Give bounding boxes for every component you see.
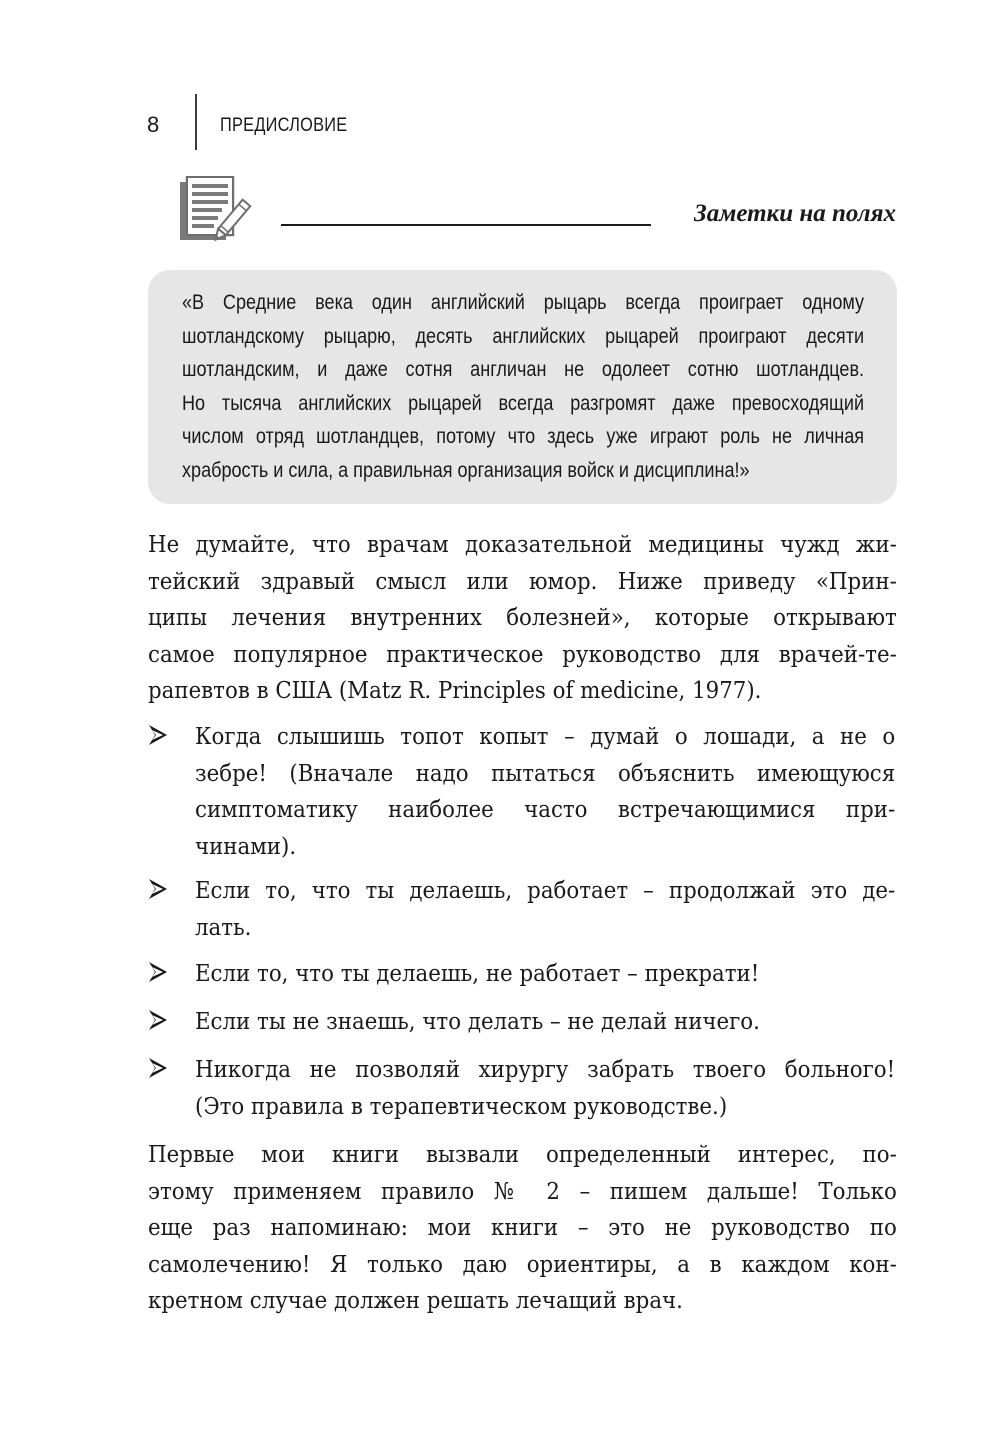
quote-line: «В Средние века один английский рыцарь всегда проиграет одному xyxy=(182,290,865,314)
arrowhead-bullet-icon xyxy=(148,878,168,900)
text-line: зебре! (Вначале надо пытаться объяснить имеющуюся xyxy=(195,758,896,787)
text-line: кретном случае должен решать лечащий врач. xyxy=(148,1286,683,1314)
arrowhead-bullet-icon xyxy=(148,1009,168,1031)
bullet-text xyxy=(195,1051,895,1124)
page-number: 8 xyxy=(147,112,160,137)
arrowhead-bullet-icon xyxy=(148,961,168,983)
text-line: тейский здравый смысл или юмор. Ниже приведу «Прин- xyxy=(148,566,897,595)
text-line: Первые мои книги вызвали определенный интерес, по- xyxy=(148,1140,897,1168)
bullet-text xyxy=(195,1003,895,1040)
body-paragraph-1 xyxy=(148,526,897,709)
text-line: этому применяем правило № 2 – пишем дальше! Только xyxy=(148,1176,897,1205)
header-divider xyxy=(195,94,197,150)
text-line: ципы лечения внутренних болезней», которые открывают xyxy=(148,603,897,631)
text-line: чинами). xyxy=(195,831,297,860)
text-line: самолечению! Я только даю ориентиры, а в каждом кон- xyxy=(148,1249,897,1278)
text-line: Когда слышишь топот копыт – думай о лошади, а не о xyxy=(195,722,896,750)
quote-text xyxy=(182,286,864,488)
text-line: Если то, что ты делаешь, работает – продолжай это де- xyxy=(195,876,896,904)
arrowhead-bullet-icon xyxy=(148,724,168,746)
text-line: Никогда не позволяй хирургу забрать твоего больного! xyxy=(195,1055,896,1083)
page-header xyxy=(0,0,987,160)
bullet-text xyxy=(195,718,895,864)
text-line: лать. xyxy=(195,912,252,941)
notes-rule xyxy=(281,224,651,226)
quote-box xyxy=(148,270,897,504)
quote-line: шотландскому рыцарю, десять английских рыцарей проиграют десяти xyxy=(182,323,865,348)
text-line: (Это правила в терапевтическом руководстве.) xyxy=(195,1091,728,1120)
notes-title: Заметки на полях xyxy=(693,200,896,227)
notes-pencil-icon xyxy=(178,176,268,246)
bullet-text xyxy=(195,955,895,992)
text-line: самое популярное практическое руководство для врачей-те- xyxy=(148,639,897,668)
text-line: Не думайте, что врачам доказательной медицины чужд жи- xyxy=(148,530,897,558)
arrowhead-bullet-icon xyxy=(148,1057,168,1079)
running-head: ПРЕДИСЛОВИЕ xyxy=(220,115,348,136)
body-paragraph-2 xyxy=(148,1136,897,1319)
text-line: Если ты не знаешь, что делать – не делай ничего. xyxy=(195,1007,760,1035)
quote-line: числом отряд шотландцев, потому что здесь уже играют роль не личная xyxy=(182,424,865,449)
quote-line: Но тысяча английских рыцарей всегда разгромят даже превосходящий xyxy=(182,390,865,415)
text-line: симптоматику наиболее часто встречающимися при- xyxy=(195,795,896,823)
text-line: еще раз напоминаю: мои книги – это не руководство по xyxy=(148,1213,897,1241)
text-line: рапевтов в США (Matz R. Principles of medicine, 1977). xyxy=(148,676,762,704)
quote-line: шотландским, и даже сотня англичан не одолеет сотню шотландцев. xyxy=(182,357,865,382)
text-line: Если то, что ты делаешь, не работает – прекрати! xyxy=(195,959,760,987)
quote-line: храбрость и сила, а правильная организация войск и дисциплина!» xyxy=(182,457,750,482)
bullet-text xyxy=(195,872,895,945)
